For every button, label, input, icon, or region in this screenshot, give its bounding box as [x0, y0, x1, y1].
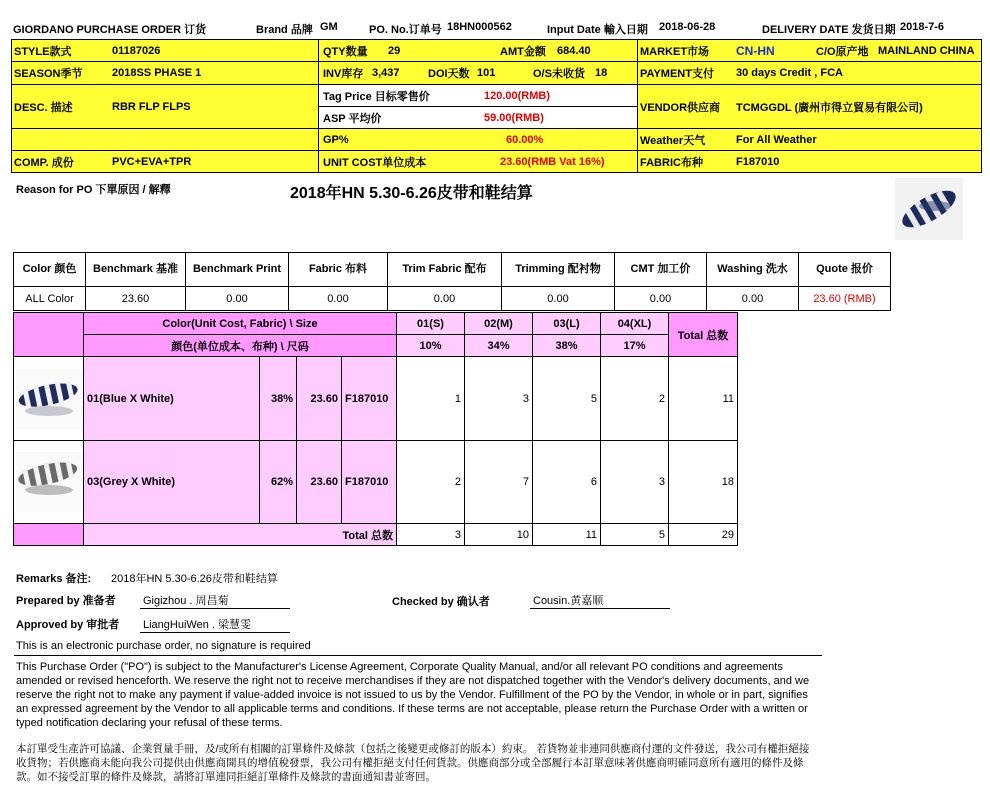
season-label: SEASON季节 [14, 68, 83, 80]
color-thumb-cell [14, 441, 84, 524]
prepared-by-label: Prepared by 准备者 [16, 595, 116, 607]
tag-price-label: Tag Price 目标零售价 [323, 90, 430, 103]
style-value: 01187026 [112, 44, 161, 57]
color-header-en: Color(Unit Cost, Fabric) \ Size [84, 313, 397, 335]
total-row [14, 524, 738, 546]
market-label: MARKET市场 [640, 45, 710, 58]
size-header-cell: 04(XL) [601, 313, 669, 335]
style-row [12, 40, 319, 62]
doi-value: 101 [477, 67, 496, 79]
fabric-row [638, 151, 982, 173]
style-label: STYLE款式 [14, 45, 72, 58]
ratio-cell: 34% [465, 335, 533, 357]
season-row [12, 62, 319, 85]
desc-value: RBR FLP FLPS [112, 100, 191, 113]
benchmark-header-cell: Fabric 布料 [289, 253, 388, 287]
checked-by-value: Cousin.黄嘉顺 [533, 595, 604, 607]
total-header-cell: Total 总数 [669, 313, 738, 357]
color-cost-cell: 23.60 [297, 357, 342, 441]
fabric-label: FABRIC布种 [640, 156, 703, 169]
amt-label: AMT金额 [500, 45, 546, 58]
benchmark-header-cell: Trim Fabric 配布 [388, 253, 502, 287]
terms-chinese: 本訂單受生產許可協議、企業質量手冊，及/或所有相關的訂單條件及條款（包括之後變更或修訂的版本）約束。 若貨物並非連同供應商付運的文件發送，我公司有權拒絕接收貨物；若供應商未能向我公司提供由供應商開具的增值稅發票，我公司有權拒絕支付任何貨款。供應商部分或全部履行本訂單意味著供應商明確同意所有適用的條件及條款。如不接受訂單的條件及條款，請將訂單連同拒絕訂單條件及條款的書面通知書並寄回。 [16, 743, 810, 783]
grand-total-cell: 29 [669, 524, 738, 546]
prepared-by-value: Gigizhou . 周昌菊 [143, 595, 229, 607]
benchmark-header-cell: Trimming 配衬物 [502, 253, 615, 287]
comp-label: COMP. 成份 [14, 156, 74, 169]
benchmark-header-cell: Quote 报价 [799, 253, 891, 287]
checked-sign-line [530, 608, 670, 609]
amt-value: 684.40 [557, 44, 591, 57]
total-qty-cell: 3 [397, 524, 465, 546]
color-fabric-cell: F187010 [342, 357, 397, 441]
size-header-cell: 01(S) [397, 313, 465, 335]
po-label: PO. No.订单号 [369, 24, 442, 36]
benchmark-value-cell: 0.00 [502, 287, 615, 311]
inv-value: 3,437 [372, 67, 400, 79]
benchmark-header-row [14, 253, 891, 287]
remarks-label: Remarks 备注: [16, 573, 92, 585]
benchmark-table [13, 252, 891, 311]
row-total-cell: 11 [669, 357, 738, 441]
inv-row [319, 62, 638, 85]
qty-cell: 6 [533, 441, 601, 524]
asp-label: ASP 平均价 [323, 112, 382, 125]
benchmark-value-cell: ALL Color [14, 287, 86, 311]
po-number: 18HN000562 [447, 21, 512, 33]
payment-value: 30 days Credit , FCA [736, 67, 843, 79]
vendor-row [638, 85, 982, 129]
unit-cost-value: 23.60(RMB Vat 16%) [500, 155, 605, 168]
origin-label: C/O原产地 [816, 45, 869, 58]
benchmark-value-cell: 0.00 [707, 287, 799, 311]
total-qty-cell: 10 [465, 524, 533, 546]
table-row [14, 357, 738, 441]
os-value: 18 [595, 67, 608, 79]
total-blank-cell [14, 524, 84, 546]
delivery-date-value: 2018-7-6 [900, 21, 945, 33]
weather-value: For All Weather [736, 133, 817, 146]
benchmark-header-cell: Benchmark Print [186, 253, 289, 287]
reason-label: Reason for PO 下單原因 / 解釋 [16, 184, 171, 196]
blank-row [12, 129, 319, 151]
qty-cell: 3 [465, 357, 533, 441]
benchmark-header-cell: Color 颜色 [14, 253, 86, 287]
benchmark-value-cell: 0.00 [289, 287, 388, 311]
approved-by-value: LiangHuiWen . 梁慧雯 [143, 619, 252, 631]
remarks-value: 2018年HN 5.30-6.26皮带和鞋结算 [111, 573, 278, 585]
color-cost-cell: 23.60 [297, 441, 342, 524]
market-value: CN-HN [736, 43, 775, 58]
market-row [638, 40, 982, 62]
benchmark-value-cell: 0.00 [186, 287, 289, 311]
delivery-date-label: DELIVERY DATE 发货日期 [762, 24, 896, 36]
doi-label: DOI天数 [428, 68, 470, 80]
terms-english: This Purchase Order ("PO") is subject to the Manufacturer's License Agreement, Corporate Quality Manual, and/or all relevant PO conditions and agreements amended or revised henceforth. We reserve the right not to receive merchandises if they are not dispatched together with the Vendor's delivery documents, and we reserve the right not to make any payment if value-added invoice is not issued to us by the Vendor. Fulfillment of the PO by the Vendor, in whole or in part, signifies an expressed agreement by the Vendor to all applicable terms and conditions. If these terms are not acceptable, please return the Purchase Order with a written or typed notification declaring your refusal of these terms. [16, 661, 810, 729]
checked-by-label: Checked by 确认者 [392, 596, 490, 608]
terms-divider [14, 655, 822, 656]
season-value: 2018SS PHASE 1 [112, 67, 202, 79]
row-total-cell: 18 [669, 441, 738, 524]
asp-row [319, 107, 638, 129]
gp-label: GP% [323, 133, 349, 146]
approved-by-label: Approved by 审批者 [16, 619, 120, 631]
color-header-cn: 颜色(单位成本、布种) \ 尺码 [84, 335, 397, 357]
weather-row [638, 129, 982, 151]
tag-price-value: 120.00(RMB) [484, 89, 551, 102]
gp-value: 60.00% [506, 133, 544, 146]
asp-value: 59.00(RMB) [484, 111, 544, 124]
unit-cost-row [319, 151, 638, 173]
benchmark-header-cell: Washing 洗水 [707, 253, 799, 287]
size-header-cell: 03(L) [533, 313, 601, 335]
product-image [895, 178, 963, 240]
approved-sign-line [140, 632, 290, 633]
qty-cell: 2 [601, 357, 669, 441]
electronic-note: This is an electronic purchase order, no signature is required [16, 640, 311, 652]
benchmark-value-row [14, 287, 891, 311]
color-size-table [13, 312, 738, 546]
origin-value: MAINLAND CHINA [878, 44, 975, 57]
color-fabric-cell: F187010 [342, 441, 397, 524]
grey-white-sandal-image [16, 452, 82, 512]
color-pct-cell: 38% [260, 357, 297, 441]
qty-cell: 7 [465, 441, 533, 524]
size-header-cell: 02(M) [465, 313, 533, 335]
tag-price-row [319, 85, 638, 107]
desc-row [12, 85, 319, 129]
comp-row [12, 151, 319, 173]
image-header-cell [14, 313, 84, 357]
table-row [14, 441, 738, 524]
qty-row [319, 40, 638, 62]
benchmark-value-cell: 23.60 [86, 287, 186, 311]
benchmark-header-cell: CMT 加工价 [615, 253, 707, 287]
benchmark-value-cell: 0.00 [388, 287, 502, 311]
size-header-row [14, 313, 738, 335]
prepared-sign-line [140, 608, 290, 609]
input-date-label: Input Date 輸入日期 [547, 24, 648, 36]
quote-value-cell: 23.60 (RMB) [799, 287, 891, 311]
reason-title: 2018年HN 5.30-6.26皮带和鞋结算 [290, 185, 533, 202]
benchmark-value-cell: 0.00 [615, 287, 707, 311]
qty-cell: 1 [397, 357, 465, 441]
gp-row [319, 129, 638, 151]
payment-row [638, 62, 982, 85]
qty-cell: 2 [397, 441, 465, 524]
unit-cost-label: UNIT COST单位成本 [323, 156, 427, 169]
desc-label: DESC. 描述 [14, 101, 73, 114]
benchmark-header-cell: Benchmark 基准 [86, 253, 186, 287]
brand-label: Brand 品牌 [256, 24, 313, 36]
color-name-cell: 01(Blue X White) [84, 357, 260, 441]
total-label-cell: Total 总数 [84, 524, 397, 546]
total-qty-cell: 5 [601, 524, 669, 546]
qty-cell: 5 [533, 357, 601, 441]
brand-value: GM [320, 21, 338, 33]
ratio-cell: 38% [533, 335, 601, 357]
input-date-value: 2018-06-28 [659, 21, 716, 33]
ratio-cell: 10% [397, 335, 465, 357]
ratio-cell: 17% [601, 335, 669, 357]
color-pct-cell: 62% [260, 441, 297, 524]
comp-value: PVC+EVA+TPR [112, 155, 192, 168]
qty-value: 29 [388, 44, 401, 57]
blue-white-sandal-image [16, 369, 82, 429]
inv-label: INV库存 [323, 68, 364, 80]
fabric-value: F187010 [736, 155, 780, 168]
info-grid [11, 39, 982, 173]
weather-label: Weather天气 [640, 134, 706, 147]
color-thumb-cell [14, 357, 84, 441]
company-title: GIORDANO PURCHASE ORDER 订货 [13, 24, 207, 36]
color-name-cell: 03(Grey X White) [84, 441, 260, 524]
vendor-value: TCMGGDL (廣州市得立貿易有限公司) [736, 101, 923, 114]
vendor-label: VENDOR供应商 [640, 101, 721, 114]
payment-label: PAYMENT支付 [640, 68, 714, 80]
os-label: O/S未收货 [533, 68, 585, 80]
ratio-header-row [14, 335, 738, 357]
total-qty-cell: 11 [533, 524, 601, 546]
qty-cell: 3 [601, 441, 669, 524]
qty-label: QTY数量 [323, 45, 368, 58]
